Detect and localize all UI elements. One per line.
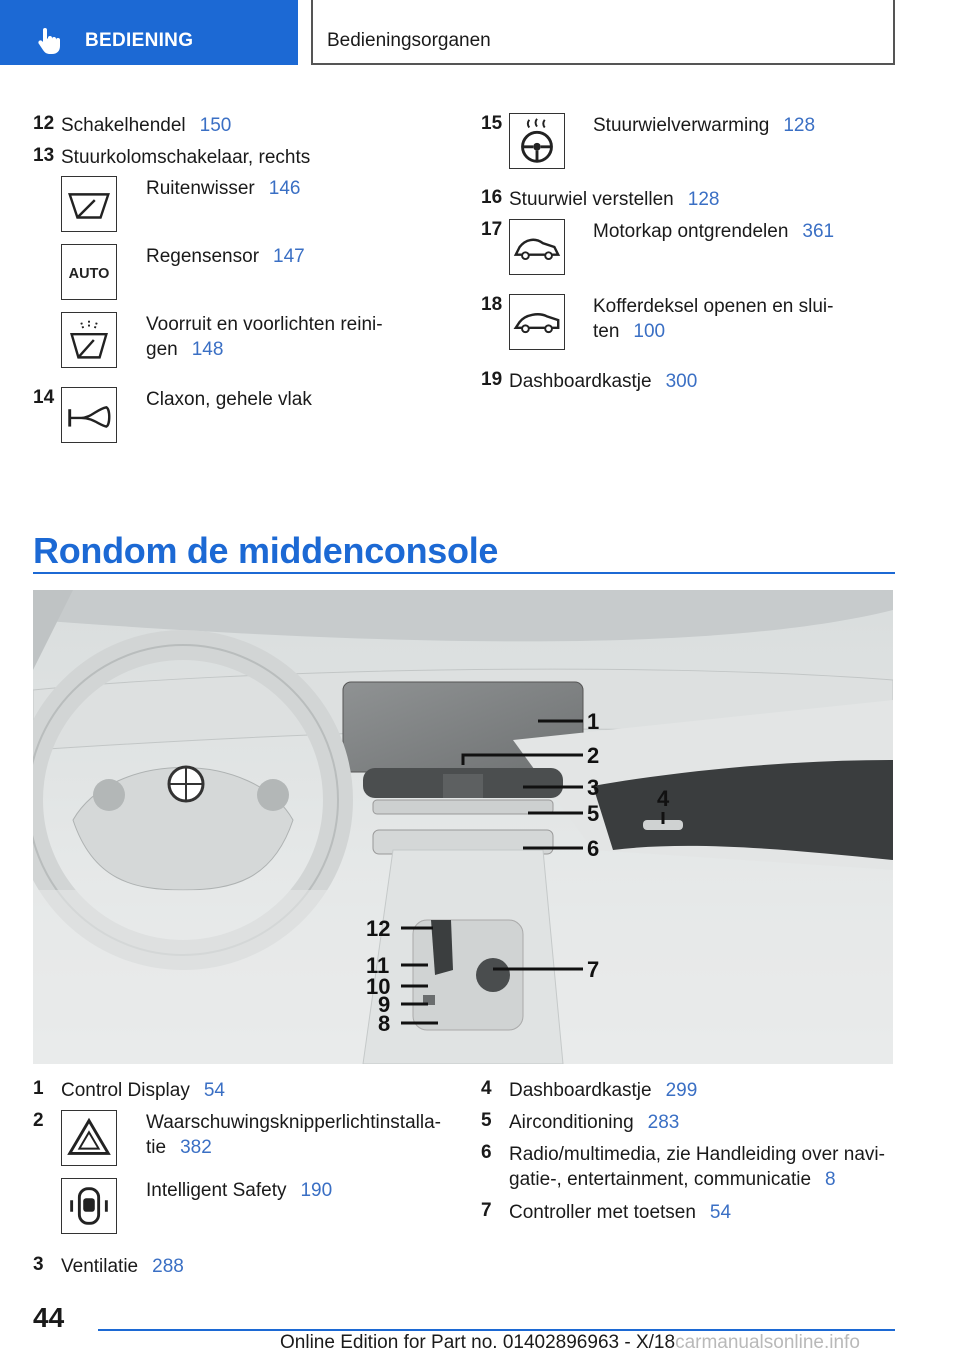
list-item (593, 113, 815, 138)
item-label: Stuurwielverwarming (593, 115, 770, 136)
item-label: Airconditioning (509, 1112, 634, 1133)
list-item (146, 176, 300, 201)
hand-pointer-icon (34, 27, 62, 55)
page-link[interactable]: 128 (687, 189, 720, 210)
page-link[interactable]: 147 (273, 246, 305, 267)
item-label: Intelligent Safety (146, 1180, 287, 1201)
list-item (146, 244, 305, 269)
callout-label: 8 (378, 1011, 391, 1036)
page-link[interactable]: 148 (191, 339, 224, 360)
hood-icon (509, 219, 565, 275)
page-number: 44 (33, 1302, 65, 1333)
page-link[interactable]: 54 (709, 1202, 732, 1223)
item-number: 16 (481, 187, 503, 208)
trunk-icon (509, 294, 565, 350)
center-console-figure (33, 590, 893, 1064)
list-item (146, 1178, 332, 1203)
chapter-title: Bedieningsorganen (327, 30, 491, 51)
callout-label: 6 (587, 836, 600, 861)
list-item (146, 312, 383, 362)
item-label: Voorruit en voorlichten reini- (146, 314, 383, 335)
item-label: Ventilatie (61, 1256, 139, 1277)
auto-icon (61, 244, 117, 300)
item-number: 12 (33, 113, 55, 134)
item-number: 1 (33, 1078, 44, 1099)
callout-label: 2 (587, 743, 600, 768)
steering-heat-icon (509, 113, 565, 169)
watermark: carmanualsonline.info (675, 1332, 860, 1353)
item-label-cont: ten (593, 321, 620, 342)
section-tab[interactable] (0, 0, 298, 65)
item-label: Stuurkolomschakelaar, rechts (61, 147, 311, 168)
list-item (593, 219, 834, 244)
page-link[interactable]: 382 (180, 1137, 212, 1158)
heading-rule (33, 572, 895, 574)
footer-text (280, 1332, 860, 1354)
callout-label: 9 (378, 992, 391, 1017)
page-link[interactable]: 150 (199, 115, 232, 136)
edition-label: Online Edition for Part no. 01402896963 - X/18 (280, 1332, 676, 1353)
section-heading: Rondom de middenconsole (33, 530, 499, 571)
item-number: 2 (33, 1110, 44, 1131)
item-label: Regensensor (146, 246, 260, 267)
page-link[interactable]: 288 (152, 1256, 184, 1277)
page-link[interactable]: 8 (825, 1169, 836, 1190)
item-number: 19 (481, 369, 503, 390)
item-label: Controller met toetsen (509, 1202, 696, 1223)
item-label: Ruitenwisser (146, 178, 255, 199)
list-item (61, 113, 231, 138)
horn-icon (61, 387, 117, 443)
list-item (509, 1200, 731, 1225)
callout-label: 5 (587, 801, 600, 826)
item-label: Dashboardkastje (509, 1080, 652, 1101)
item-number: 17 (481, 219, 503, 240)
item-label: Dashboardkastje (509, 371, 652, 392)
section-label: BEDIENING (85, 30, 194, 51)
item-label-cont: gatie-, entertainment, communicatie (509, 1169, 812, 1190)
item-label-cont: tie (146, 1137, 167, 1158)
safety-icon (61, 1178, 117, 1234)
washer-icon (61, 312, 117, 368)
list-item (509, 187, 719, 212)
list-item (593, 294, 833, 344)
list-item (509, 1078, 697, 1103)
item-number: 3 (33, 1254, 44, 1275)
hazard-icon (61, 1110, 117, 1166)
callout-label: 10 (366, 974, 391, 999)
page-link[interactable]: 299 (665, 1080, 698, 1101)
page-link[interactable]: 146 (268, 178, 301, 199)
page-link[interactable]: 283 (647, 1112, 680, 1133)
callout-label: 1 (587, 709, 600, 734)
page-link[interactable]: 361 (802, 221, 835, 242)
item-number: 18 (481, 294, 503, 315)
callout-label: 7 (587, 957, 600, 982)
item-number: 6 (481, 1142, 492, 1163)
item-label: Kofferdeksel openen en slui- (593, 296, 834, 317)
item-number: 5 (481, 1110, 492, 1131)
callout-label: 11 (366, 953, 390, 978)
page-link[interactable]: 54 (203, 1080, 225, 1101)
item-number: 4 (481, 1078, 492, 1099)
dashboard-illustration (33, 590, 893, 1064)
callout-label: 3 (587, 775, 600, 800)
item-number: 15 (481, 113, 503, 134)
chapter-header (311, 0, 895, 65)
page-link[interactable]: 190 (300, 1180, 333, 1201)
item-number: 13 (33, 145, 55, 166)
item-label: Claxon, gehele vlak (146, 389, 312, 410)
callout-label: 4 (657, 786, 670, 811)
item-label: Radio/multimedia, zie Handleiding over navi- (509, 1144, 885, 1165)
list-item (509, 1110, 679, 1135)
list-item (61, 1254, 184, 1279)
wiper-icon (61, 176, 117, 232)
item-label-cont: gen (146, 339, 178, 360)
item-label: Motorkap ontgrendelen (593, 221, 789, 242)
item-label: Schakelhendel (61, 115, 186, 136)
item-number: 14 (33, 387, 55, 408)
svg-text:AUTO: AUTO (68, 265, 110, 282)
page-link[interactable]: 128 (783, 115, 816, 136)
item-number: 7 (481, 1200, 492, 1221)
footer-rule (98, 1329, 895, 1331)
list-item (146, 1110, 441, 1160)
item-label: Control Display (61, 1080, 190, 1101)
list-item (509, 1142, 885, 1192)
item-label: Waarschuwingsknipperlichtinstalla- (146, 1112, 441, 1133)
page-link[interactable]: 100 (633, 321, 666, 342)
list-item (509, 369, 697, 394)
page-link[interactable]: 300 (665, 371, 698, 392)
list-item (61, 1078, 225, 1103)
callout-label: 12 (366, 916, 391, 941)
item-label: Stuurwiel verstellen (509, 189, 674, 210)
